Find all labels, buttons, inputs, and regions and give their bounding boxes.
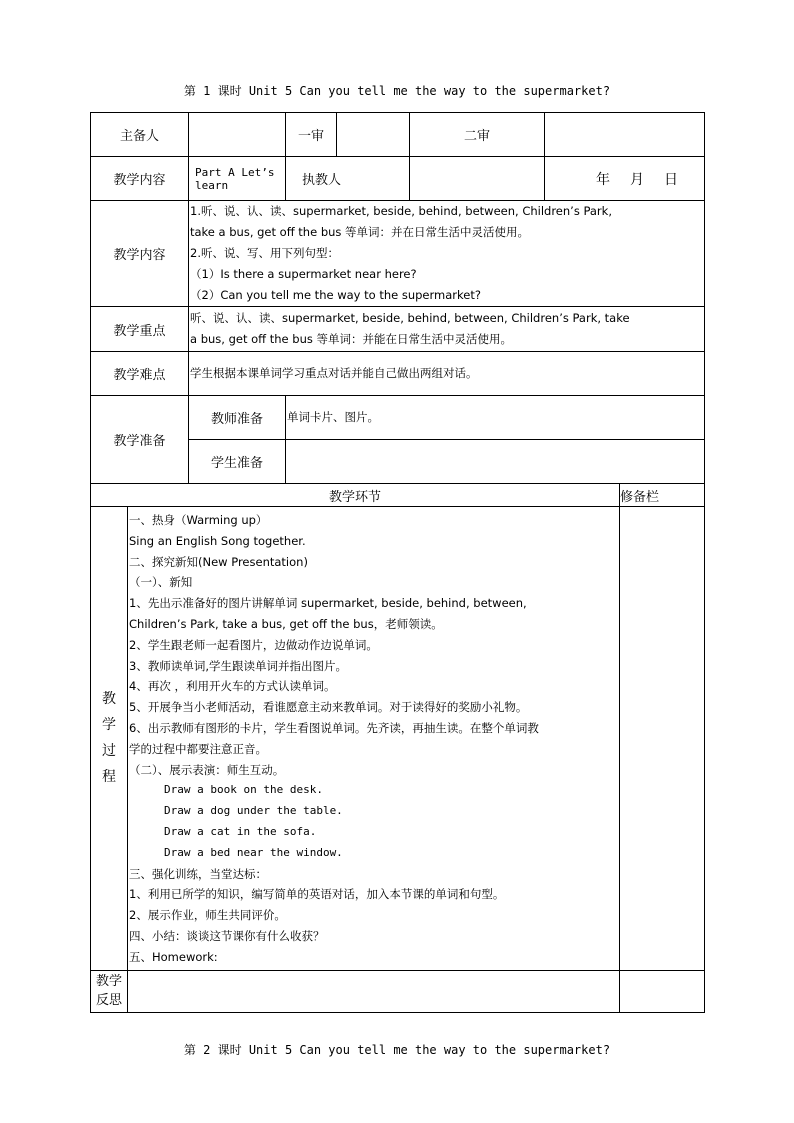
process-line: 一、热身（Warming up） (129, 513, 268, 527)
reflection-label-line: 教学 (95, 974, 122, 990)
difficulties-content: 学生根据本课单词学习重点对话并能自己做出两组对话。 (189, 352, 705, 396)
objectives-line: take a bus, get off the bus 等单词：并在日常生活中灵活使用。 (190, 225, 530, 239)
process-side-label (91, 507, 128, 971)
process-line: 2、展示作业，师生共同评价。 (129, 908, 286, 923)
first-review-value[interactable] (337, 113, 410, 157)
objectives-content (189, 201, 705, 307)
side-char: 过 (102, 743, 116, 760)
objectives-line: 2.听、说、写、用下列句型： (190, 246, 339, 260)
main-preparer-value[interactable] (189, 113, 286, 157)
date-year: 年 (596, 171, 610, 188)
process-line: Draw a book on the desk. (164, 783, 323, 797)
process-line: 1、先出示准备好的图片讲解单词 supermarket, beside, behind, between, (129, 596, 527, 611)
process-line: 3、教师读单词,学生跟读单词并指出图片。 (129, 658, 347, 673)
first-review-label: 一审 (286, 113, 337, 157)
process-line: Draw a dog under the table. (164, 804, 343, 818)
notes-column[interactable] (620, 507, 705, 971)
teacher-prep-label: 教师准备 (189, 396, 286, 440)
side-char: 学 (102, 717, 116, 734)
key-points-content (189, 307, 705, 352)
process-line: 五、Homework: (129, 949, 218, 964)
process-line: Children’s Park, take a bus, get off the bus，老师领读。 (129, 616, 443, 631)
process-line: 2、学生跟老师一起看图片，边做动作边说单词。 (129, 637, 378, 652)
process-line: Draw a cat in the sofa. (164, 824, 317, 838)
teaching-process-table (90, 483, 705, 1013)
process-line: Sing an English Song together. (129, 533, 306, 548)
side-char: 教 (102, 691, 116, 708)
teacher-label: 执教人 (286, 157, 410, 201)
second-review-label: 二审 (410, 113, 545, 157)
side-char: 程 (102, 769, 116, 786)
reflection-label (91, 970, 128, 1012)
process-line: 二、探究新知(New Presentation) (129, 554, 308, 569)
date-day: 日 (664, 171, 678, 188)
student-prep-value[interactable] (286, 440, 705, 484)
reflection-notes[interactable] (620, 970, 705, 1012)
lesson-plan-table (90, 112, 705, 484)
process-line: 三、强化训练，当堂达标： (129, 866, 267, 881)
reflection-value[interactable] (128, 970, 620, 1012)
objectives-line: （2）Can you tell me the way to the supermarket? (190, 288, 481, 302)
second-review-value[interactable] (545, 113, 705, 157)
content-value: Part A Let’s learn (189, 157, 286, 201)
objectives-line: 1.听、说、认、读、supermarket, beside, behind, between, Children’s Park, (190, 204, 612, 218)
student-prep-label: 学生准备 (189, 440, 286, 484)
process-content (128, 507, 620, 971)
teacher-value[interactable] (410, 157, 545, 201)
process-line: Draw a bed near the window. (164, 845, 343, 859)
date-field[interactable] (545, 157, 705, 201)
process-line: （二）、展示表演：师生互动。 (129, 762, 285, 777)
lesson-2-title: 第 2 课时 Unit 5 Can you tell me the way to the supermarket? (183, 1043, 611, 1057)
process-header: 教学环节 (91, 484, 620, 507)
process-line: 1、利用已所学的知识，编写简单的英语对话，加入本节课的单词和句型。 (129, 887, 505, 902)
objectives-label: 教学内容 (91, 201, 189, 307)
process-line: 5、开展争当小老师活动，看谁愿意主动来教单词。对于读得好的奖励小礼物。 (129, 700, 528, 715)
key-points-label: 教学重点 (91, 307, 189, 352)
process-line: 4、再次 ，利用开火车的方式认读单词。 (129, 679, 336, 694)
objectives-line: （1）Is there a supermarket near here? (190, 267, 417, 281)
key-points-line: 听、说、认、读、supermarket, beside, behind, between, Children’s Park, take (190, 311, 630, 325)
process-line: 四、小结：谈谈这节课你有什么收获？ (129, 928, 325, 943)
lesson-1-title: 第 1 课时 Unit 5 Can you tell me the way to the supermarket? (183, 84, 611, 98)
notes-header: 修备栏 (620, 484, 705, 507)
preparation-label: 教学准备 (91, 396, 189, 484)
process-line: （一）、新知 (129, 575, 193, 590)
teacher-prep-value: 单词卡片、图片。 (286, 396, 705, 440)
content-label: 教学内容 (91, 157, 189, 201)
main-preparer-label: 主备人 (91, 113, 189, 157)
key-points-line: a bus, get off the bus 等单词：并能在日常生活中灵活使用。 (190, 332, 513, 346)
date-month: 月 (630, 171, 644, 188)
reflection-label-line: 反思 (95, 993, 122, 1009)
process-line: 学的过程中都要注意正音。 (129, 741, 267, 756)
process-line: 6、出示教师有图形的卡片，学生看图说单词。先齐读，再抽生读。在整个单词教 (129, 720, 539, 735)
difficulties-label: 教学难点 (91, 352, 189, 396)
